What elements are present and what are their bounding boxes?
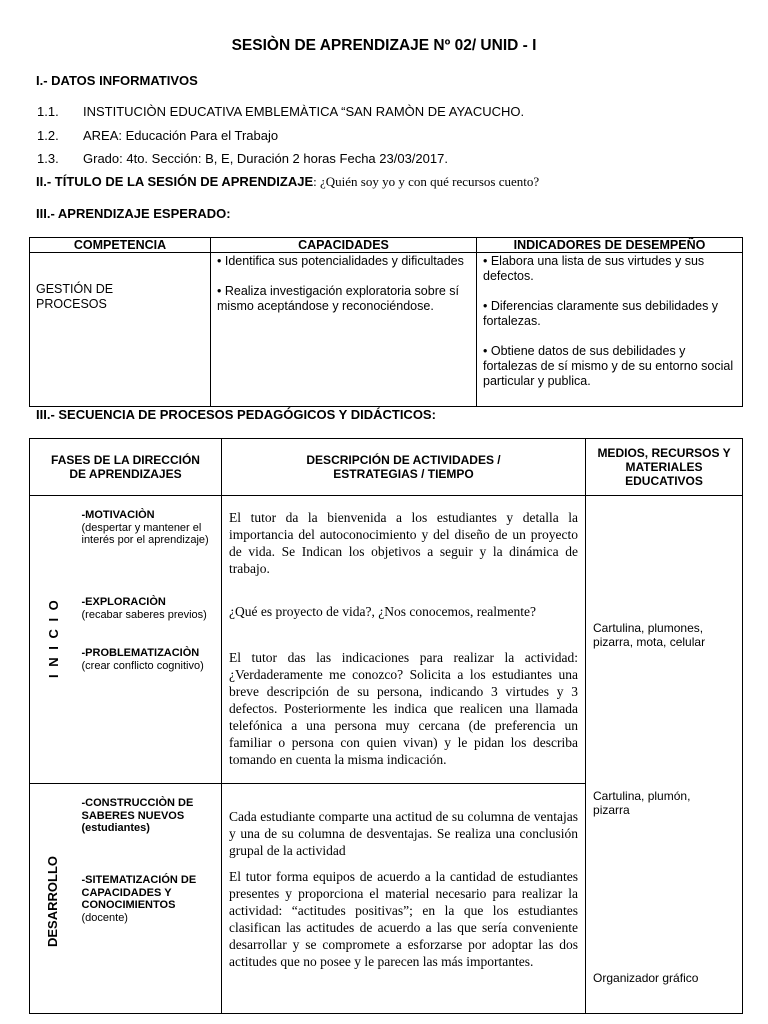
fase-item (82, 797, 217, 835)
fase-name: -SITEMATIZACIÓN DE CAPACIDADES Y CONOCIMIENTOS (81, 874, 197, 911)
section-3a-heading: III.- APRENDIZAJE ESPERADO: (36, 206, 231, 221)
column-header-capacidades: CAPACIDADES (211, 238, 477, 253)
column-header-medios: MEDIOS, RECURSOS Y MATERIALES EDUCATIVOS (586, 439, 743, 496)
fase-note: (despertar y mantener el interés por el aprendizaje) (81, 521, 209, 546)
section-2 (36, 174, 539, 190)
phase-label-cell (30, 784, 76, 1014)
capacidad-item: • Identifica sus potencialidades y dificultades (217, 254, 464, 268)
fase-note: (recabar saberes previos) (81, 608, 207, 621)
medios-cell (586, 496, 743, 784)
medios-text: Cartulina, plumón, pizarra (593, 788, 691, 817)
fase-name: -CONSTRUCCIÒN DE SABERES NUEVOS (estudiantes) (81, 797, 194, 834)
table-row-inicio (30, 496, 743, 784)
descripcion-text: El tutor das las indicaciones para realizar la actividad: ¿Verdaderamente me conozco? Solicita a los estudiantes una breve descripción de su persona, indicando 3 virtudes y 3 defectos. Posteriormente les indica que realicen una llamada telefónica a una persona muy cercana (de preferencia un familiar o persona con quien vivan) y le pidan los describa tomando en cuenta la misma indicación. (229, 650, 579, 767)
document-title: SESIÒN DE APRENDIZAJE Nº 02/ UNID - I (231, 37, 537, 54)
descripcion-text: El tutor da la bienvenida a los estudiantes y detalla la importancia del autoconocimiento y del diseño de un proyecto de vida. Se Indican los objetivos a seguir y la dinámica de trabajo. (229, 510, 579, 576)
info-item-number: 1.1. (37, 104, 59, 119)
descripcion-cell (222, 496, 586, 784)
medios-text: Organizador gráfico (593, 970, 699, 985)
fase-item (82, 874, 217, 924)
expected-learning-table (29, 237, 743, 407)
indicador-item: • Obtiene datos de sus debilidades y fortalezas de sí mismo y de su entorno social particular y publica. (483, 344, 734, 388)
fase-item (82, 596, 222, 621)
indicadores-cell (477, 253, 743, 407)
info-item-text: AREA: Educación Para el Trabajo (83, 128, 279, 143)
competencia-cell (30, 253, 211, 407)
column-header-fases: FASES DE LA DIRECCIÓN DE APRENDIZAJES (30, 439, 222, 496)
phase-label-inicio: I N I C I O (46, 598, 61, 679)
table-row (30, 253, 743, 407)
fase-name: -EXPLORACIÒN (81, 596, 166, 608)
table-header-row (30, 439, 743, 496)
column-header-indicadores: INDICADORES DE DESEMPEÑO (477, 238, 743, 253)
fase-name: -PROBLEMATIZACIÒN (81, 647, 200, 659)
fases-cell (76, 784, 222, 1014)
fase-note: (crear conflicto cognitivo) (81, 659, 204, 672)
descripcion-text: Cada estudiante comparte una actitud de su columna de ventajas y una de su columna de desventajas. Se realiza una conclusión grupal de la actividad (229, 809, 579, 858)
capacidad-item: • Realiza investigación exploratoria sobre sí mismo aceptándose y reconociéndose. (217, 284, 459, 313)
info-item-text: INSTITUCIÒN EDUCATIVA EMBLEMÀTICA “SAN RAMÒN DE AYACUCHO. (83, 104, 525, 119)
fase-item (82, 647, 222, 672)
column-header-descripcion: DESCRIPCIÓN DE ACTIVIDADES / ESTRATEGIAS / TIEMPO (222, 439, 586, 496)
phase-label-cell (30, 496, 76, 784)
descripcion-text: El tutor forma equipos de acuerdo a la cantidad de estudiantes presentes y proporciona el material necesario para realizar la actividad: “actitudes positivas”; en la que los estudiantes clasifican las actitudes de acuerdo a las que sería conveniente desarrollar y se compromete a esforzarse por adoptar las dos actitudes que no posee y le parecen las más importantes. (229, 869, 579, 969)
section-1-heading: I.- DATOS INFORMATIVOS (36, 73, 198, 88)
competencia-line: PROCESOS (36, 297, 107, 311)
descripcion-cell (222, 784, 586, 1014)
fases-cell (76, 496, 222, 784)
column-header-competencia: COMPETENCIA (30, 238, 211, 253)
section-3b-heading: III.- SECUENCIA DE PROCESOS PEDAGÓGICOS Y DIDÁCTICOS: (36, 407, 436, 422)
pedagogical-sequence-table (29, 438, 743, 1014)
fase-note: (docente) (81, 911, 128, 924)
phase-label-desarrollo: DESARROLLO (45, 856, 60, 948)
info-item-number: 1.2. (37, 128, 59, 143)
info-item-number: 1.3. (37, 151, 59, 166)
indicador-item: • Diferencias claramente sus debilidades y fortalezas. (483, 299, 719, 328)
medios-text: Cartulina, plumones, pizarra, mota, celular (593, 621, 706, 649)
medios-cell (586, 784, 743, 1014)
fase-name: -MOTIVACIÒN (81, 509, 155, 521)
fase-item (82, 509, 222, 547)
indicador-item: • Elabora una lista de sus virtudes y sus defectos. (483, 254, 705, 283)
table-header-row (30, 238, 743, 253)
table-row-desarrollo (30, 784, 743, 1014)
descripcion-text: ¿Qué es proyecto de vida?, ¿Nos conocemos, realmente? (229, 604, 537, 619)
capacidades-cell (211, 253, 477, 407)
info-item-text: Grado: 4to. Sección: B, E, Duración 2 horas Fecha 23/03/2017. (83, 151, 448, 166)
section-2-text: : ¿Quién soy yo y con qué recursos cuento? (313, 174, 540, 189)
section-2-heading: II.- TÍTULO DE LA SESIÓN DE APRENDIZAJE (36, 174, 314, 189)
competencia-line: GESTIÓN DE (36, 282, 114, 296)
